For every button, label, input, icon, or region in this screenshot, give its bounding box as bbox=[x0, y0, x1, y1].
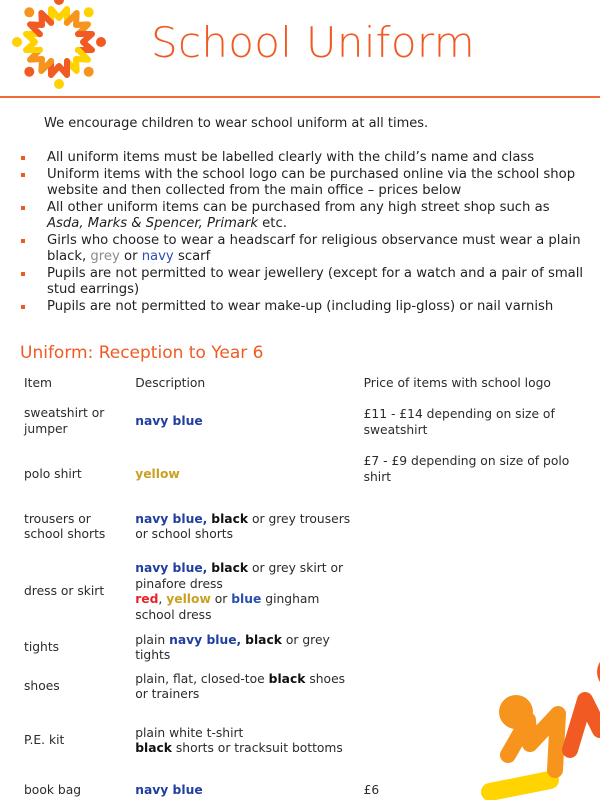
logo-figure bbox=[67, 50, 98, 81]
item-description bbox=[135, 632, 355, 664]
description-text: plain white t-shirt bbox=[135, 725, 244, 740]
item-name: shoes bbox=[24, 679, 60, 694]
rule-item bbox=[20, 299, 590, 316]
separator: , bbox=[158, 592, 167, 606]
color-yellow: yellow bbox=[166, 592, 211, 606]
item-name: sweatshirt or jumper bbox=[24, 406, 105, 436]
color-black: black bbox=[245, 632, 282, 647]
color-navy-blue: navy blue, bbox=[135, 561, 208, 575]
rule-text: or bbox=[119, 249, 142, 264]
rule-item bbox=[20, 233, 590, 266]
logo-figure-head bbox=[22, 65, 36, 79]
bullet-icon bbox=[21, 239, 25, 243]
rule-item bbox=[20, 150, 590, 167]
column-header-description: Description bbox=[135, 375, 206, 390]
item-name: P.E. kit bbox=[24, 733, 65, 748]
logo-figure bbox=[20, 50, 51, 81]
rule-text: All other uniform items can be purchased from any high street shop such as bbox=[47, 199, 550, 215]
bullet-icon bbox=[21, 305, 25, 309]
bullet-icon bbox=[21, 173, 25, 177]
item-description: yellow bbox=[135, 467, 180, 482]
header-divider bbox=[0, 96, 600, 98]
intro-text: We encourage children to wear school uniform at all times. bbox=[44, 116, 429, 131]
item-description: navy blue bbox=[135, 783, 203, 798]
logo-figure bbox=[12, 34, 40, 50]
logo-figure-head bbox=[22, 5, 36, 19]
table-row bbox=[24, 448, 584, 502]
item-name: trousers or school shorts bbox=[24, 511, 106, 541]
logo-figure-body bbox=[30, 13, 51, 34]
shop-names: Asda, Marks & Spencer, Primark bbox=[47, 216, 258, 231]
description-text: shorts or tracksuit bottoms bbox=[171, 741, 343, 755]
separator: or bbox=[210, 592, 232, 606]
bullet-icon bbox=[21, 206, 25, 210]
item-name: dress or skirt bbox=[24, 584, 105, 599]
rule-item bbox=[20, 266, 590, 299]
description-text: shoes or trainers bbox=[135, 671, 346, 701]
school-logo-icon bbox=[4, 0, 112, 96]
page-title: School Uniform bbox=[151, 18, 475, 67]
item-name: tights bbox=[24, 640, 60, 655]
item-description bbox=[135, 552, 355, 632]
color-grey: grey bbox=[90, 249, 120, 264]
description-text: or grey skirt or pinafore dress bbox=[135, 561, 344, 591]
logo-figure bbox=[67, 3, 98, 34]
rule-text: etc. bbox=[257, 216, 287, 231]
color-black: black bbox=[135, 741, 172, 755]
section-heading: Uniform: Reception to Year 6 bbox=[20, 343, 264, 363]
bullet-icon bbox=[21, 156, 25, 160]
logo-figure-head bbox=[96, 37, 106, 47]
description-text: or grey trousers or school shorts bbox=[135, 511, 351, 541]
table-row bbox=[24, 395, 584, 448]
item-name: book bag bbox=[24, 783, 82, 798]
rule-item bbox=[20, 167, 590, 200]
color-red: red bbox=[135, 592, 159, 606]
item-description: navy blue bbox=[135, 413, 203, 428]
rule-item bbox=[20, 200, 590, 233]
item-price: £7 - £9 depending on size of polo shirt bbox=[363, 454, 570, 484]
color-black: black bbox=[211, 561, 249, 575]
item-price: £6 bbox=[363, 783, 380, 798]
item-description bbox=[135, 664, 355, 710]
table-header-row bbox=[24, 372, 584, 395]
bullet-icon bbox=[21, 272, 25, 276]
description-text: plain bbox=[135, 632, 170, 647]
color-navy-blue: navy blue, bbox=[169, 632, 242, 647]
item-price: £11 - £14 depending on size of sweatshirt bbox=[363, 407, 555, 437]
color-navy: navy bbox=[141, 249, 174, 264]
color-navy-blue: navy blue, bbox=[135, 511, 208, 526]
description-text: or grey tights bbox=[135, 632, 330, 662]
column-header-price: Price of items with school logo bbox=[363, 375, 551, 390]
uniform-rules-list bbox=[20, 150, 590, 315]
rule-text: Girls who choose to wear a headscarf for religious observance must wear a plain black, bbox=[47, 232, 581, 264]
logo-figure-head bbox=[82, 5, 96, 19]
rule-text: Pupils are not permitted to wear jewellery (except for a watch and a pair of small stud earrings) bbox=[47, 265, 584, 297]
logo-figure bbox=[20, 3, 51, 34]
table-row bbox=[24, 502, 584, 552]
rule-text: scarf bbox=[173, 249, 211, 264]
color-black: black bbox=[268, 671, 306, 686]
item-description bbox=[135, 502, 355, 552]
table-row bbox=[24, 552, 584, 632]
logo-figure bbox=[51, 61, 67, 89]
rule-text: All uniform items must be labelled clearly with the child’s name and class bbox=[47, 150, 535, 165]
rule-text: Uniform items with the school logo can be purchased online via the school shop website and then collected from the main office – prices below bbox=[47, 166, 576, 198]
item-description bbox=[135, 710, 355, 772]
logo-figure-head bbox=[12, 37, 22, 47]
description-text: gingham school dress bbox=[135, 592, 320, 622]
logo-figure bbox=[51, 0, 67, 23]
logo-figure bbox=[78, 34, 106, 50]
decorative-figures-icon bbox=[470, 640, 600, 800]
description-text: plain, flat, closed-toe bbox=[135, 671, 269, 686]
column-header-item: Item bbox=[24, 375, 52, 390]
item-name: polo shirt bbox=[24, 467, 82, 482]
rule-text: Pupils are not permitted to wear make-up (including lip-gloss) or nail varnish bbox=[47, 298, 554, 314]
logo-figure-head bbox=[54, 79, 64, 89]
logo-figure-head bbox=[82, 65, 96, 79]
color-blue: blue bbox=[231, 592, 262, 606]
color-black: black bbox=[211, 511, 249, 526]
logo-figure-head bbox=[54, 0, 64, 5]
